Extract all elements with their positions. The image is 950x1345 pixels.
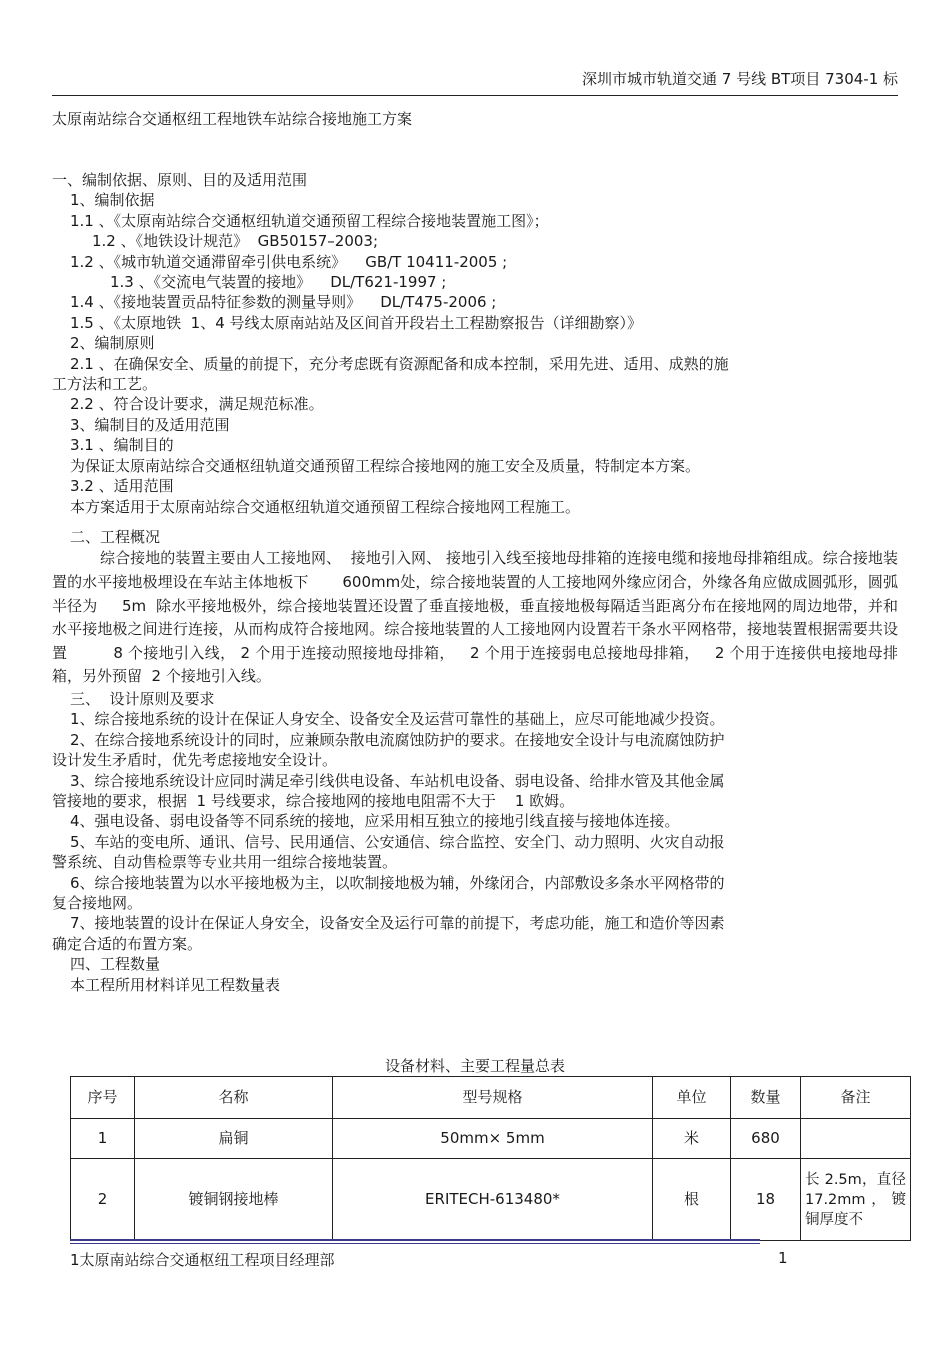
section-3-title: 三、 设计原则及要求 — [70, 689, 215, 708]
section-1-3-heading: 3、编制目的及适用范围 — [70, 415, 230, 434]
requirement-5-cont: 警系统、自动售检票等专业共用一组综合接地装置。 — [52, 853, 398, 872]
document-body — [52, 170, 898, 995]
cell-remark — [801, 1119, 911, 1159]
cell-unit: 米 — [653, 1119, 731, 1159]
col-header-quantity: 数量 — [731, 1077, 801, 1119]
section-1-title: 一、编制依据、原则、目的及适用范围 — [52, 171, 308, 189]
reference-1-4: 1.4 、《接地装置贡品特征参数的测量导则》 DL/T475-2006 ; — [70, 293, 497, 312]
reference-1-1: 1.1 、《太原南站综合交通枢纽轨道交通预留工程综合接地装置施工图》； — [70, 211, 549, 230]
col-header-index: 序号 — [71, 1077, 135, 1119]
document-title: 太原南站综合交通枢纽工程地铁车站综合接地施工方案 — [52, 110, 413, 128]
footer-rule-thin — [70, 1243, 760, 1244]
table-title: 设备材料、主要工程量总表 — [384, 1057, 565, 1075]
table-header-row — [71, 1077, 911, 1119]
requirement-4: 4、强电设备、弱电设备等不同系统的接地，应采用相互独立的接地引线直接与接地体连接。 — [70, 812, 680, 831]
cell-remark: 长 2.5m，直径 17.2mm，镀铜厚度不 — [801, 1159, 911, 1241]
section-4-title: 四、工程数量 — [70, 955, 161, 974]
requirement-6-cont: 复合接地网。 — [52, 893, 143, 912]
requirement-7-cont: 确定合适的布置方案。 — [52, 934, 203, 953]
principle-2-2: 2.2 、符合设计要求，满足规范标准。 — [70, 395, 324, 414]
table-row — [71, 1159, 911, 1241]
requirement-3-cont: 管接地的要求，根据 1 号线要求，综合接地网的接地电阻需不大于 1 欧姆。 — [52, 791, 575, 810]
footer-organization: 1太原南站综合交通枢纽工程项目经理部 — [70, 1251, 335, 1269]
requirement-1: 1、综合接地系统的设计在保证人身安全、设备安全及运营可靠性的基础上，应尽可能地减少投资。 — [70, 710, 725, 729]
scope-text: 本方案适用于太原南站综合交通枢纽轨道交通预留工程综合接地网工程施工。 — [70, 497, 581, 516]
principle-2-1: 2.1 、在确保安全、质量的前提下，充分考虑既有资源配备和成本控制，采用先进、适用、成熟的施 — [70, 354, 729, 373]
cell-name: 镀铜钢接地棒 — [135, 1159, 333, 1241]
purpose-heading: 3.1 、编制目的 — [70, 436, 174, 455]
cell-spec: ERITECH-613480* — [333, 1159, 653, 1241]
section-2-title: 二、工程概况 — [70, 527, 161, 546]
requirement-6: 6、综合接地装置为以水平接地极为主，以吹制接地极为辅，外缘闭合，内部敷设多条水平网格带的 — [70, 873, 725, 892]
quantity-note: 本工程所用材料详见工程数量表 — [70, 975, 281, 994]
cell-unit: 根 — [653, 1159, 731, 1241]
principle-2-1-cont: 工方法和工艺。 — [52, 375, 158, 394]
reference-1-3: 1.3 、《交流电气装置的接地》 DL/T621-1997 ; — [110, 273, 447, 292]
cell-name: 扁铜 — [135, 1119, 333, 1159]
footer-rule — [70, 1239, 760, 1241]
page-number: 1 — [778, 1249, 788, 1267]
reference-1-5: 1.5 、《太原地铁 1、4 号线太原南站站及区间首开段岩土工程勘察报告（详细勘察）》 — [70, 313, 643, 332]
cell-quantity: 18 — [731, 1159, 801, 1241]
cell-index: 1 — [71, 1119, 135, 1159]
overview-paragraph: 综合接地的装置主要由人工接地网、 接地引入网、 接地引入线至接地母排箱的连接电缆和接地母排箱组成。综合接地装置的水平接地极埋设在车站主体地板下 600mm处，综合接地装置的人工接地网外缘应闭合，外缘各角应做成圆弧形，圆弧半径为 5m 除水平接地极外，综合接地装置还设置了垂直接地极，垂直接地极每隔适当距离分布在接地网的周边地带，并和水平接地极之间进行连接，从而构成符合接地网。综合接地装置的人工接地网内设置若干条水平网格带，接地装置根据需要共设置 8 个接地引入线， 2 个用于连接动照接地母排箱， 2 个用于连接弱电总接地母排箱， 2 个用于连接供电接地母排箱，另外预留 2 个接地引入线。 — [52, 549, 898, 686]
section-1-2-heading: 2、编制原则 — [70, 334, 155, 353]
cell-spec: 50mm× 5mm — [333, 1119, 653, 1159]
page-header: 深圳市城市轨道交通 7 号线 BT项目 7304-1 标 — [52, 68, 898, 96]
section-1-1-heading: 1、编制依据 — [70, 191, 155, 210]
requirement-2-cont: 设计发生矛盾时，优先考虑接地安全设计。 — [52, 751, 338, 770]
quantity-table — [70, 1076, 911, 1241]
table-row — [71, 1119, 911, 1159]
requirement-2: 2、在综合接地系统设计的同时，应兼顾杂散电流腐蚀防护的要求。在接地安全设计与电流腐蚀防护 — [70, 730, 725, 749]
scope-heading: 3.2 、适用范围 — [70, 477, 174, 496]
requirement-5: 5、车站的变电所、通讯、信号、民用通信、公安通信、综合监控、安全门、动力照明、火灾自动报 — [70, 832, 725, 851]
purpose-text: 为保证太原南站综合交通枢纽轨道交通预留工程综合接地网的施工安全及质量，特制定本方案。 — [70, 456, 701, 475]
reference-1-2b: 1.2 、《城市轨道交通滞留牵引供电系统》 GB/T 10411-2005 ; — [70, 252, 508, 271]
requirement-7: 7、接地装置的设计在保证人身安全，设备安全及运行可靠的前提下，考虑功能，施工和造价等因素 — [70, 914, 725, 933]
requirement-3: 3、综合接地系统设计应同时满足牵引线供电设备、车站机电设备、弱电设备、给排水管及其他金属 — [70, 771, 725, 790]
reference-1-2a: 1.2 、《地铁设计规范》 GB50157–2003; — [92, 232, 379, 251]
col-header-remark: 备注 — [801, 1077, 911, 1119]
col-header-spec: 型号规格 — [333, 1077, 653, 1119]
col-header-name: 名称 — [135, 1077, 333, 1119]
cell-quantity: 680 — [731, 1119, 801, 1159]
col-header-unit: 单位 — [653, 1077, 731, 1119]
cell-index: 2 — [71, 1159, 135, 1241]
